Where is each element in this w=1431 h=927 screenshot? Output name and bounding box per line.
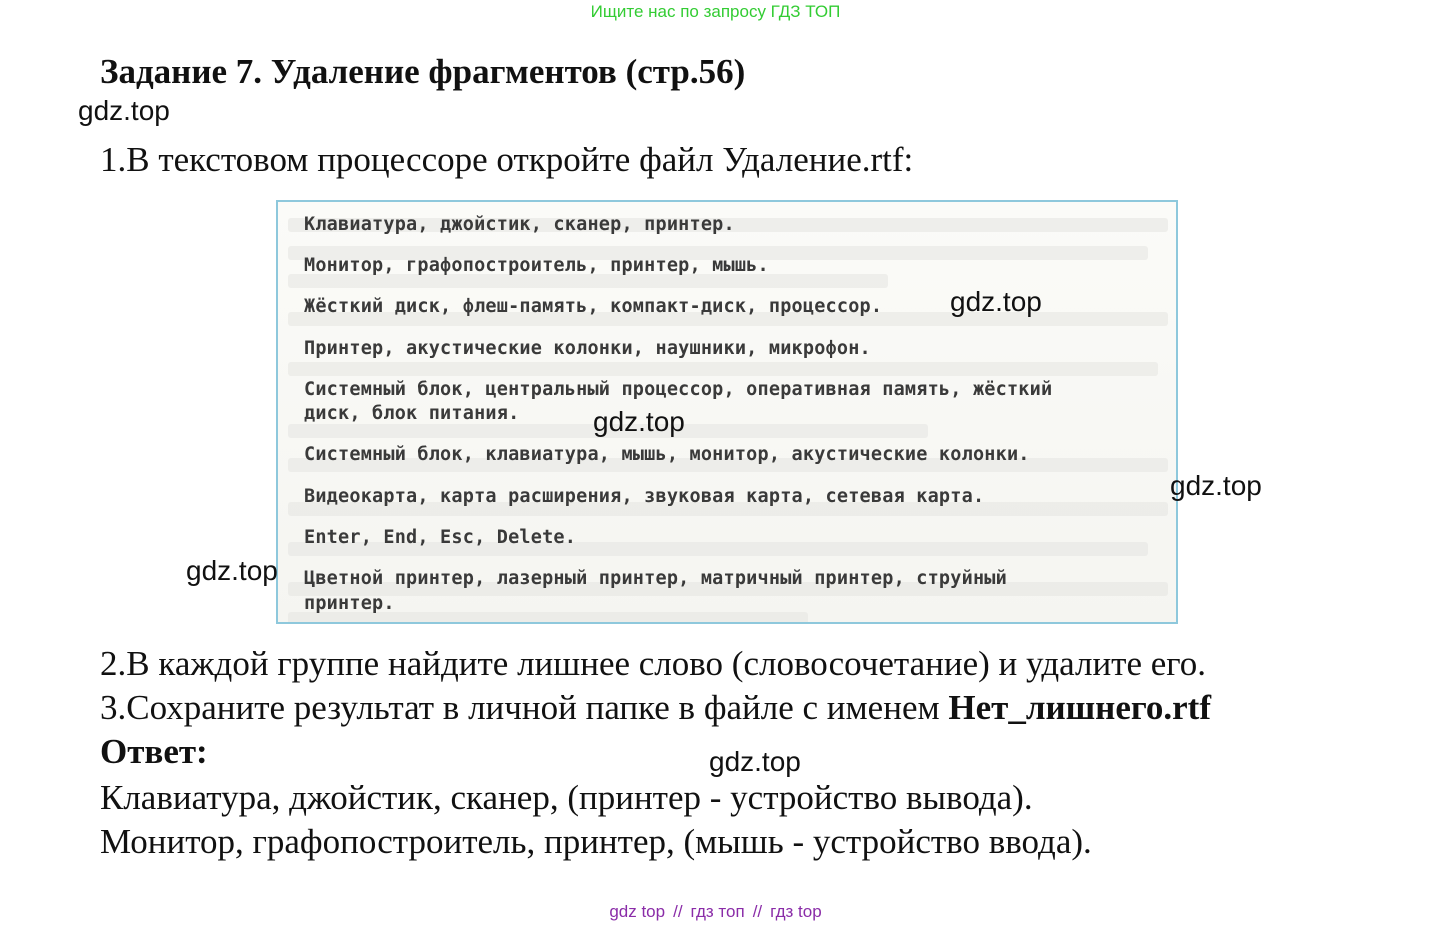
scanned-textbook-fragment: [276, 200, 1178, 624]
step-3-filename: Нет_лишнего.rtf: [948, 688, 1211, 727]
footer-separator: //: [752, 902, 763, 921]
watermark: gdz.top: [186, 555, 278, 586]
answer-line: Клавиатура, джойстик, сканер, (принтер - устройство вывода).: [100, 778, 1033, 817]
watermark: gdz.top: [709, 746, 801, 777]
footer-separator: //: [673, 902, 683, 921]
bleed-through-decoration: [288, 274, 888, 288]
answer-label: Ответ:: [100, 732, 208, 771]
top-banner: Ищите нас по запросу ГДЗ ТОП: [590, 2, 841, 21]
watermark: gdz.top: [1170, 470, 1262, 501]
watermark: gdz.top: [593, 406, 685, 437]
scan-line: Монитор, графопостроитель, принтер, мышь.: [304, 255, 769, 276]
page-title: Задание 7. Удаление фрагментов (стр.56): [100, 52, 746, 91]
scan-line: Цветной принтер, лазерный принтер, матричный принтер, струйный: [304, 568, 1007, 589]
scan-line: диск, блок питания.: [304, 403, 520, 424]
scan-line: Клавиатура, джойстик, сканер, принтер.: [304, 214, 735, 235]
watermark: gdz.top: [78, 95, 170, 126]
watermark: gdz.top: [950, 286, 1042, 317]
scan-line: Жёсткий диск, флеш-память, компакт-диск, процессор.: [304, 296, 883, 317]
scan-line: Видеокарта, карта расширения, звуковая карта, сетевая карта.: [304, 486, 985, 507]
scan-line: Enter, End, Esc, Delete.: [304, 527, 577, 548]
footer-link[interactable]: гдз top: [770, 902, 822, 921]
answer-line: Монитор, графопостроитель, принтер, (мышь - устройство ввода).: [100, 822, 1092, 861]
footer-link[interactable]: гдз топ: [690, 902, 745, 921]
bleed-through-decoration: [288, 362, 1158, 376]
step-1-text: 1.В текстовом процессоре откройте файл Удаление.rtf:: [100, 140, 914, 179]
step-3-text: [100, 688, 1211, 728]
step-3-prefix: 3.Сохраните результат в личной папке в файле с именем: [100, 688, 949, 727]
scan-line: Системный блок, центральный процессор, оперативная память, жёсткий: [304, 379, 1053, 400]
scan-line: Системный блок, клавиатура, мышь, монитор, акустические колонки.: [304, 444, 1030, 465]
footer-links: [0, 902, 1431, 922]
scan-line: принтер.: [304, 593, 395, 614]
footer-link[interactable]: gdz top: [609, 902, 666, 921]
scan-line: Принтер, акустические колонки, наушники, микрофон.: [304, 338, 871, 359]
step-2-text: 2.В каждой группе найдите лишнее слово (словосочетание) и удалите его.: [100, 644, 1207, 683]
